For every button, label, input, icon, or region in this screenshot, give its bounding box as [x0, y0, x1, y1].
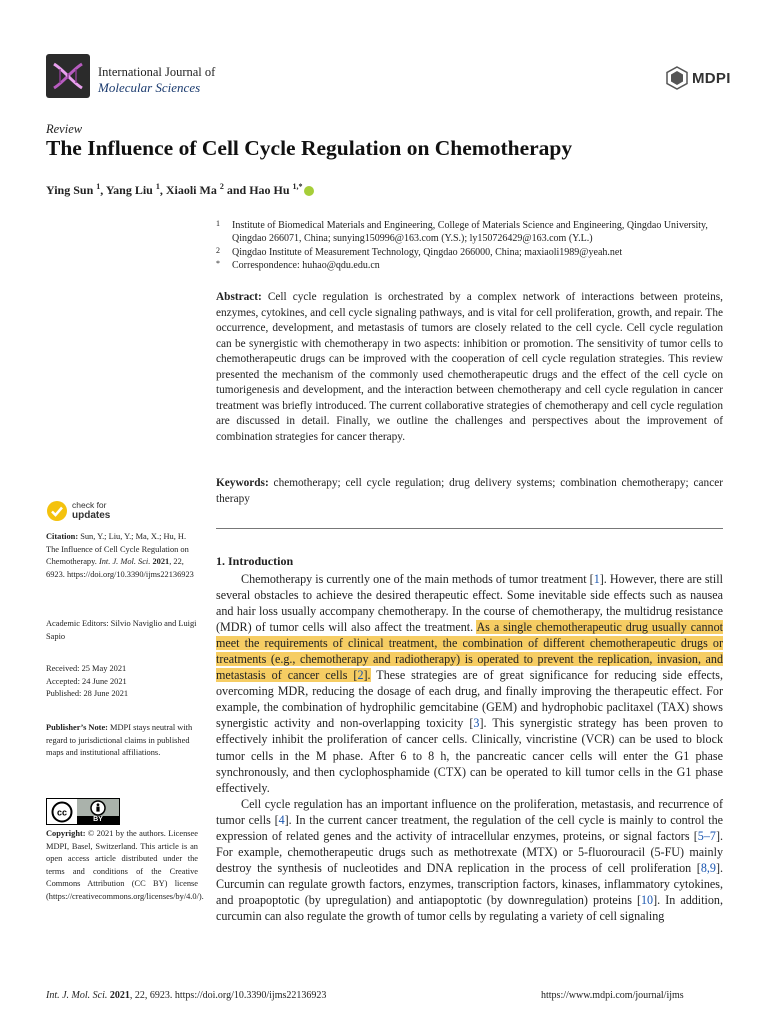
introduction-body: [216, 571, 723, 924]
check-updates-icon: [46, 500, 68, 522]
footer-journal: Int. J. Mol. Sci.: [46, 990, 108, 1001]
abstract-label: Abstract:: [216, 291, 262, 303]
section-divider: [216, 528, 723, 529]
reference-link[interactable]: 5–7: [697, 828, 716, 843]
affiliation-mark: 2: [216, 245, 220, 255]
journal-name-line2: Molecular Sciences: [98, 80, 201, 95]
author-separator: and: [223, 183, 250, 197]
author-affiliation-mark: 1: [155, 182, 160, 191]
body-text: ]. For example, chemotherapeutic drugs such as methotrexate (MTX) or 5-fluorouracil (5-FU) mainly destroy the synthesis of nucleotides and DNA replication in the process of cell proliferation [: [216, 828, 723, 875]
author-name: Xiaoli Ma: [165, 183, 220, 197]
dna-helix-icon: [46, 54, 90, 98]
affiliation-text: Institute of Biomedical Materials and Engineering, College of Materials Science and Engineering, Qingdao University, Qingdao 266071, China; sunying150996@163.com (Y.S.); ly150726429@163.com (Y.L.): [232, 220, 708, 245]
reference-link[interactable]: 4: [278, 812, 285, 827]
article-type: Review: [46, 122, 83, 136]
check-updates-line2: updates: [72, 510, 111, 521]
footer-citation: [46, 990, 326, 1001]
publisher-name: MDPI: [692, 69, 731, 87]
cc-icon: [47, 799, 77, 824]
check-updates-line1: check for: [72, 500, 107, 510]
article-title: The Influence of Cell Cycle Regulation on Chemotherapy: [46, 136, 573, 160]
reference-link[interactable]: 8,9: [700, 860, 716, 875]
citation-block: [46, 531, 198, 581]
body-text: ]. In the current cancer treatment, the regulation of the cell cycle is mainly to control the expression of related genes and the activity of intracellular enzymes, proteins, or signal factors [: [216, 812, 723, 843]
mdpi-hex-icon: [666, 66, 688, 90]
affiliations: [216, 219, 726, 273]
orcid-icon[interactable]: [304, 186, 314, 196]
citation-journal: Int. J. Mol. Sci.: [98, 557, 151, 567]
reference-link[interactable]: 3: [473, 716, 480, 731]
publisher-note-text: MDPI stays neutral with regard to jurisdictional claims in published maps and institutional affiliations.: [46, 723, 193, 758]
author-separator: ,: [159, 183, 166, 197]
paragraph: [216, 571, 723, 796]
svg-text:cc: cc: [56, 807, 68, 817]
reference-link[interactable]: 10: [641, 892, 654, 907]
date-published: Published: 28 June 2021: [46, 689, 129, 699]
highlighted-text: As a single chemotherapeutic drug usually cannot meet the requirements of clinical treatment, the combination of different chemotherapeutic drugs or treatments (e.g., chemotherapy and radiotherapy) is operated to prevent the replication, invasion, and metastasis of cancer cells [: [216, 620, 723, 683]
citation-text: Sun, Y.; Liu, Y.; Ma, X.; Hu, H. The Influence of Cell Cycle Regulation on Chemotherapy.: [46, 532, 189, 567]
copyright-notice: [46, 828, 204, 904]
publisher-logo: [666, 64, 731, 92]
body-text: Chemotherapy is currently one of the main methods of tumor treatment [: [241, 572, 594, 586]
by-label: BY: [77, 816, 119, 824]
author-affiliation-mark: 1: [96, 182, 101, 191]
author-separator: ,: [100, 183, 106, 197]
cc-by-license-badge[interactable]: [46, 798, 120, 825]
date-accepted: Accepted: 24 June 2021: [46, 676, 127, 686]
abstract: [216, 290, 723, 445]
footer-year: 2021: [109, 990, 130, 1001]
reference-link[interactable]: 2: [357, 668, 364, 683]
publisher-note-label: Publisher’s Note:: [46, 723, 108, 732]
affiliation-item: [216, 259, 726, 272]
keywords: [216, 476, 723, 507]
citation-label: Citation:: [46, 532, 79, 541]
body-text: ]. In addition, curcumin can also regulate the growth of tumor cells by regulating a variety of cell signaling: [216, 892, 723, 923]
citation-doi[interactable]: , 22, 6923. https://doi.org/10.3390/ijms22136923: [46, 557, 194, 579]
author-list: [46, 182, 314, 198]
author-name: Ying Sun: [46, 183, 97, 197]
author-name: Yang Liu: [105, 183, 156, 197]
keywords-label: Keywords:: [216, 477, 269, 489]
footer-doi[interactable]: , 22, 6923. https://doi.org/10.3390/ijms22136923: [129, 990, 327, 1001]
journal-name-line1: International Journal of: [98, 65, 216, 79]
publication-dates: [46, 663, 198, 701]
author-affiliation-mark: 1,*: [292, 182, 303, 191]
affiliation-item: [216, 219, 726, 246]
affiliation-mark: 1: [216, 219, 220, 228]
footer-journal-url[interactable]: https://www.mdpi.com/journal/ijms: [541, 990, 684, 1001]
copyright-text: © 2021 by the authors. Licensee MDPI, Basel, Switzerland. This article is an open access article distributed under the terms and conditions of the Creative Commons Attribution (CC BY) license (https://creativecommons.org/licenses/by/4.0/).: [46, 829, 204, 901]
by-icon: [77, 799, 119, 824]
check-for-updates-button[interactable]: [46, 500, 110, 522]
author-affiliation-mark: 2: [219, 182, 224, 191]
journal-logo: [46, 54, 90, 98]
affiliation-item: [216, 246, 726, 259]
abstract-text: Cell cycle regulation is orchestrated by a complex network of interactions between proteins, enzymes, cytokines, and cell cycle signaling pathways, and is vital for cell proliferation, growth, and repair. The occurrence, development, and metastasis of tumors are closely related to the cell cycle. Cell cycle regulation can be synergistic with chemotherapy in two aspects: inhibition or promotion. The sensitivity of tumor cells to chemotherapeutic drugs can be improved with the cooperation of cell cycle regulation strategies. This review presented the mechanism of the commonly used chemotherapeutic drugs and the effect of the cell cycle on tumorigenesis and development, and the interaction between chemotherapy and cell cycle regulation in cancer treatment was briefly introduced. The current collaborative strategies of chemotherapy and cell cycle regulation are discussed in detail. Finally, we outline the challenges and perspectives about the improvement of combination strategies for cancer therapy.: [216, 291, 723, 443]
keywords-text: chemotherapy; cell cycle regulation; drug delivery systems; combination chemotherapy; cancer therapy: [216, 477, 723, 505]
body-text: These strategies are of great significance for reducing side effects, overcoming MDR, reducing the dosage of each drug, and finally improving the therapeutic effect. For example, the combination of hydrophilic gemcitabine (GEM) and hydrophobic paclitaxel (TAX) shows synergistic activity and non-overlapping toxicity [: [216, 668, 723, 731]
body-text: ]. This synergistic strategy has been proven to effectively inhibit the proliferation of cancer cells. Clinically, vincristine (VCR) can be used to block tumor cells in the M phase. After 6 to 8 h, the pancreatic cancer cells will enter the G1 phase synchronously, and then cyclophosphamide (CTX) can be operated to kill tumor cells in the G1 phase effectively.: [216, 716, 723, 795]
affiliation-text: Correspondence: huhao@qdu.edu.cn: [232, 260, 380, 272]
reference-link[interactable]: 1: [593, 572, 600, 586]
date-received: Received: 25 May 2021: [46, 664, 127, 673]
copyright-label: Copyright:: [46, 829, 86, 838]
body-text: ]. Curcumin can regulate growth factors, enzymes, transcription factors, kinases, inflammatory cytokines, and proapoptotic (by upregulation) and antiapoptotic (by downregulation) proteins [: [216, 860, 723, 907]
highlighted-text: ].: [363, 668, 371, 683]
affiliation-text: Qingdao Institute of Measurement Technology, Qingdao 266000, China; maxiaoli1989@yeah.net: [232, 246, 623, 258]
section-heading: 1. Introduction: [216, 554, 294, 568]
affiliation-mark: *: [216, 259, 220, 269]
body-text: Cell cycle regulation has an important influence on the proliferation, metastasis, and recurrence of tumor cells [: [216, 796, 723, 827]
journal-name: [98, 64, 215, 96]
academic-editors: Academic Editors: Silvio Naviglio and Luigi Sapio: [46, 619, 197, 641]
publisher-note: [46, 722, 198, 760]
paragraph: [216, 796, 723, 924]
citation-year: 2021: [150, 557, 170, 567]
body-text: ]. However, there are still several obstacles to achieve the desired therapeutic effect. Some inevitable side effects such as nausea and hair loss usually accompany chemotherapy. In the course of chemotherapy, the multidrug resistance (MDR) of tumor cells will also affect the treatment.: [216, 572, 723, 635]
author-name: Hao Hu: [249, 183, 293, 197]
